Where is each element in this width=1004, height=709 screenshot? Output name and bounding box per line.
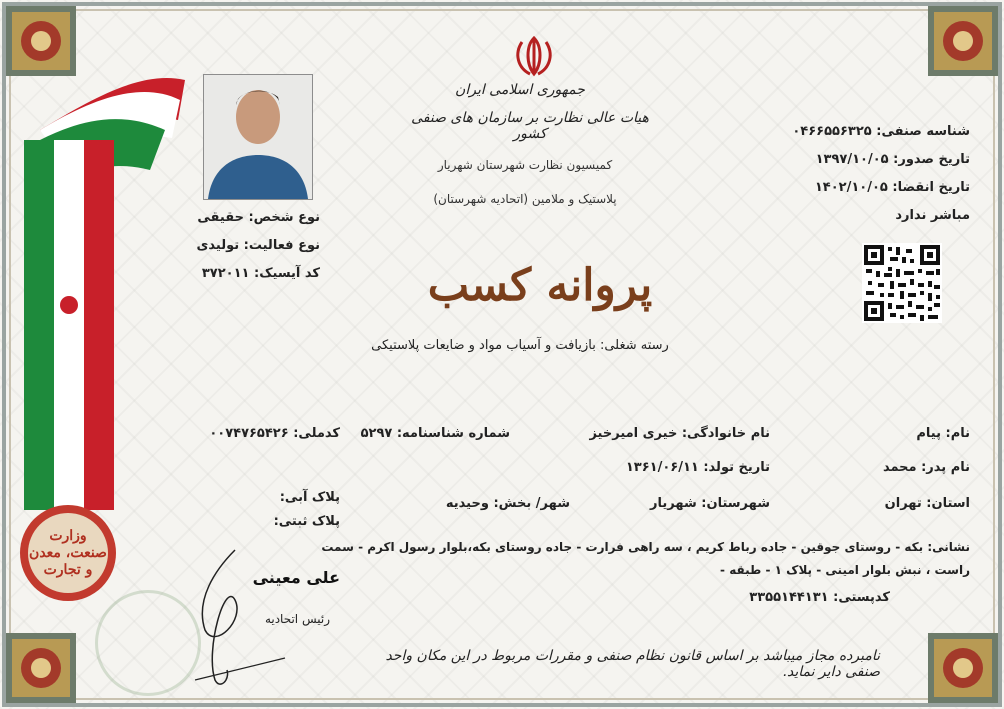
national-code: کدملی: ۰۰۷۴۷۶۵۴۲۶ bbox=[209, 426, 340, 441]
flag-ribbon bbox=[0, 60, 190, 520]
city: شهر/ بخش: وحیدیه bbox=[445, 496, 570, 511]
country-name: جمهوری اسلامی ایران bbox=[455, 82, 585, 98]
water-plate: پلاک آبی: bbox=[279, 490, 340, 505]
signatory-role: رئیس اتحادیه bbox=[264, 612, 330, 626]
business-category: رسته شغلی: بازیافت و آسیاب مواد و ضایعات پلاستیکی bbox=[371, 338, 669, 353]
qr-code bbox=[862, 243, 942, 323]
union-name: پلاستیک و ملامین (اتحادیه شهرستان) bbox=[433, 192, 617, 206]
corner-ornament-bottom-right bbox=[922, 627, 1004, 709]
faded-seal-stamp bbox=[95, 590, 201, 696]
address-line-1: نشانی: بکه - روستای جوقین - جاده رباط کریم ، سه راهی فرارت - جاده روستای بکه،بلوار رسول اکرم - سمت bbox=[321, 540, 970, 554]
father-name: نام پدر: محمد bbox=[882, 460, 970, 475]
board-name: هیات عالی نظارت بر سازمان های صنفی کشور bbox=[411, 110, 649, 142]
corner-ornament-bottom-left bbox=[0, 627, 82, 709]
ministry-seal-text: وزارت صنعت، معدن و تجارت bbox=[28, 513, 108, 593]
postal-code: کدپستی: ۳۳۵۵۱۴۴۱۳۱ bbox=[749, 590, 890, 605]
last-name: نام خانوادگی: خیری امیرخیز bbox=[589, 426, 770, 441]
footer-statement: نامبرده مجاز میباشد بر اساس قانون نظام صنفی و مقررات مربوط در این مکان واحد صنفی دایر نماید. bbox=[385, 648, 880, 680]
iran-emblem-icon bbox=[512, 34, 556, 78]
province: استان: تهران bbox=[884, 496, 970, 511]
commission-name: کمیسیون نظارت شهرستان شهریار bbox=[437, 158, 613, 172]
supervisor-status: مباشر ندارد bbox=[895, 208, 970, 223]
county: شهرستان: شهریار bbox=[650, 496, 770, 511]
guild-id: شناسه صنفی: ۰۴۶۶۵۵۶۳۲۵ bbox=[792, 124, 970, 139]
issue-date: تاریخ صدور: ۱۳۹۷/۱۰/۰۵ bbox=[815, 152, 970, 167]
holder-photo bbox=[203, 74, 313, 200]
first-name: نام: پیام bbox=[916, 426, 970, 441]
corner-ornament-top-right bbox=[922, 0, 1004, 82]
activity-type: نوع فعالیت: تولیدی bbox=[196, 238, 320, 253]
birth-date: تاریخ تولد: ۱۳۶۱/۰۶/۱۱ bbox=[625, 460, 770, 475]
expiry-date: تاریخ انقضا: ۱۴۰۲/۱۰/۰۵ bbox=[814, 180, 970, 195]
id-number: شماره شناسنامه: ۵۲۹۷ bbox=[360, 426, 510, 441]
document-title: پروانه کسب bbox=[427, 260, 653, 311]
flag-emblem-icon bbox=[60, 296, 78, 314]
person-type: نوع شخص: حقیقی bbox=[197, 210, 320, 225]
registered-plate: پلاک ثبتی: bbox=[273, 514, 340, 529]
signatory-name: علی معینی bbox=[252, 568, 340, 587]
ministry-seal bbox=[20, 505, 116, 601]
address-line-2: راست ، نبش بلوار امینی - پلاک ۱ - طبقه - bbox=[720, 563, 970, 577]
isic-code: کد آیسیک: ۳۷۲۰۱۱ bbox=[201, 266, 320, 281]
